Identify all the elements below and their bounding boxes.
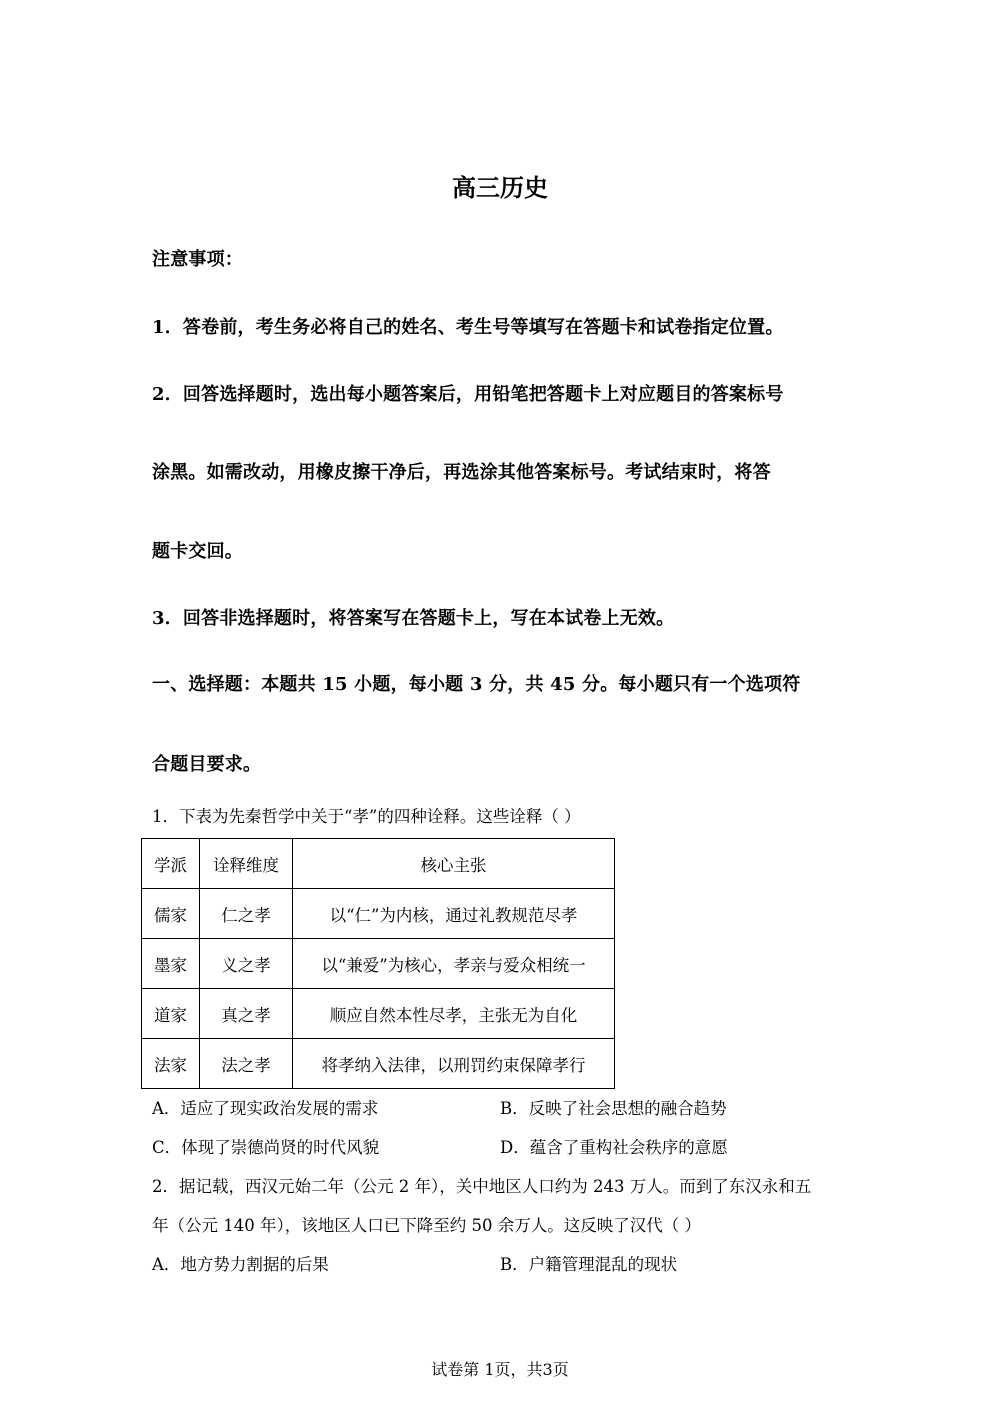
page-footer: 试卷第 1页，共3页 — [431, 1360, 569, 1379]
table-cell: 将孝纳入法律，以刑罚约束保障孝行 — [293, 1039, 615, 1089]
notice-item-2-line-3: 题卡交回。 — [152, 541, 243, 562]
notice-item-2-line-1: 2．回答选择题时，选出每小题答案后，用铅笔把答题卡上对应题目的答案标号 — [152, 384, 784, 405]
table-header-cell: 核心主张 — [293, 839, 615, 889]
table-header-row — [142, 839, 615, 889]
question-1-table — [141, 838, 615, 1089]
question-2-stem-line-2: 年（公元 140 年），该地区人口已下降至约 50 余万人。这反映了汉代（ ） — [152, 1216, 701, 1235]
notice-item-3: 3．回答非选择题时，将答案写在答题卡上，写在本试卷上无效。 — [152, 608, 675, 629]
table-cell: 以“兼爱”为核心，孝亲与爱众相统一 — [293, 939, 615, 989]
notice-item-1: 1．答卷前，考生务必将自己的姓名、考生号等填写在答题卡和试卷指定位置。 — [152, 317, 784, 338]
table-header-cell: 学派 — [142, 839, 200, 889]
question-1-option-a: A．适应了现实政治发展的需求 — [152, 1099, 379, 1118]
question-2-stem-line-1: 2．据记载，西汉元始二年（公元 2 年），关中地区人口约为 243 万人。而到了东汉永和五 — [152, 1177, 812, 1196]
table-cell: 法之孝 — [200, 1039, 293, 1089]
table-row — [142, 889, 615, 939]
table-cell: 法家 — [142, 1039, 200, 1089]
question-1-stem: 1．下表为先秦哲学中关于“孝”的四种诠释。这些诠释（ ） — [152, 807, 581, 826]
table-cell: 儒家 — [142, 889, 200, 939]
notice-item-2-line-2: 涂黑。如需改动，用橡皮擦干净后，再选涂其他答案标号。考试结束时，将答 — [152, 462, 771, 483]
question-1-option-b: B．反映了社会思想的融合趋势 — [500, 1099, 727, 1118]
table-cell: 真之孝 — [200, 989, 293, 1039]
table-cell: 墨家 — [142, 939, 200, 989]
table-row — [142, 989, 615, 1039]
table-cell: 仁之孝 — [200, 889, 293, 939]
table-row — [142, 1039, 615, 1089]
question-1-option-d: D．蕴含了重构社会秩序的意愿 — [500, 1138, 728, 1157]
section-heading-line-2: 合题目要求。 — [152, 754, 262, 775]
question-1-option-c: C．体现了崇德尚贤的时代风貌 — [152, 1138, 380, 1157]
section-heading-line-1: 一、选择题：本题共 15 小题，每小题 3 分，共 45 分。每小题只有一个选项符 — [152, 674, 801, 695]
question-2-option-a: A．地方势力割据的后果 — [152, 1255, 329, 1274]
table-row — [142, 939, 615, 989]
page-title: 高三历史 — [452, 174, 548, 202]
table-cell: 义之孝 — [200, 939, 293, 989]
table-cell: 顺应自然本性尽孝，主张无为自化 — [293, 989, 615, 1039]
notice-heading: 注意事项： — [152, 249, 243, 270]
table-cell: 以“仁”为内核，通过礼教规范尽孝 — [293, 889, 615, 939]
table-cell: 道家 — [142, 989, 200, 1039]
question-2-option-b: B．户籍管理混乱的现状 — [500, 1255, 678, 1274]
table-header-cell: 诠释维度 — [200, 839, 293, 889]
